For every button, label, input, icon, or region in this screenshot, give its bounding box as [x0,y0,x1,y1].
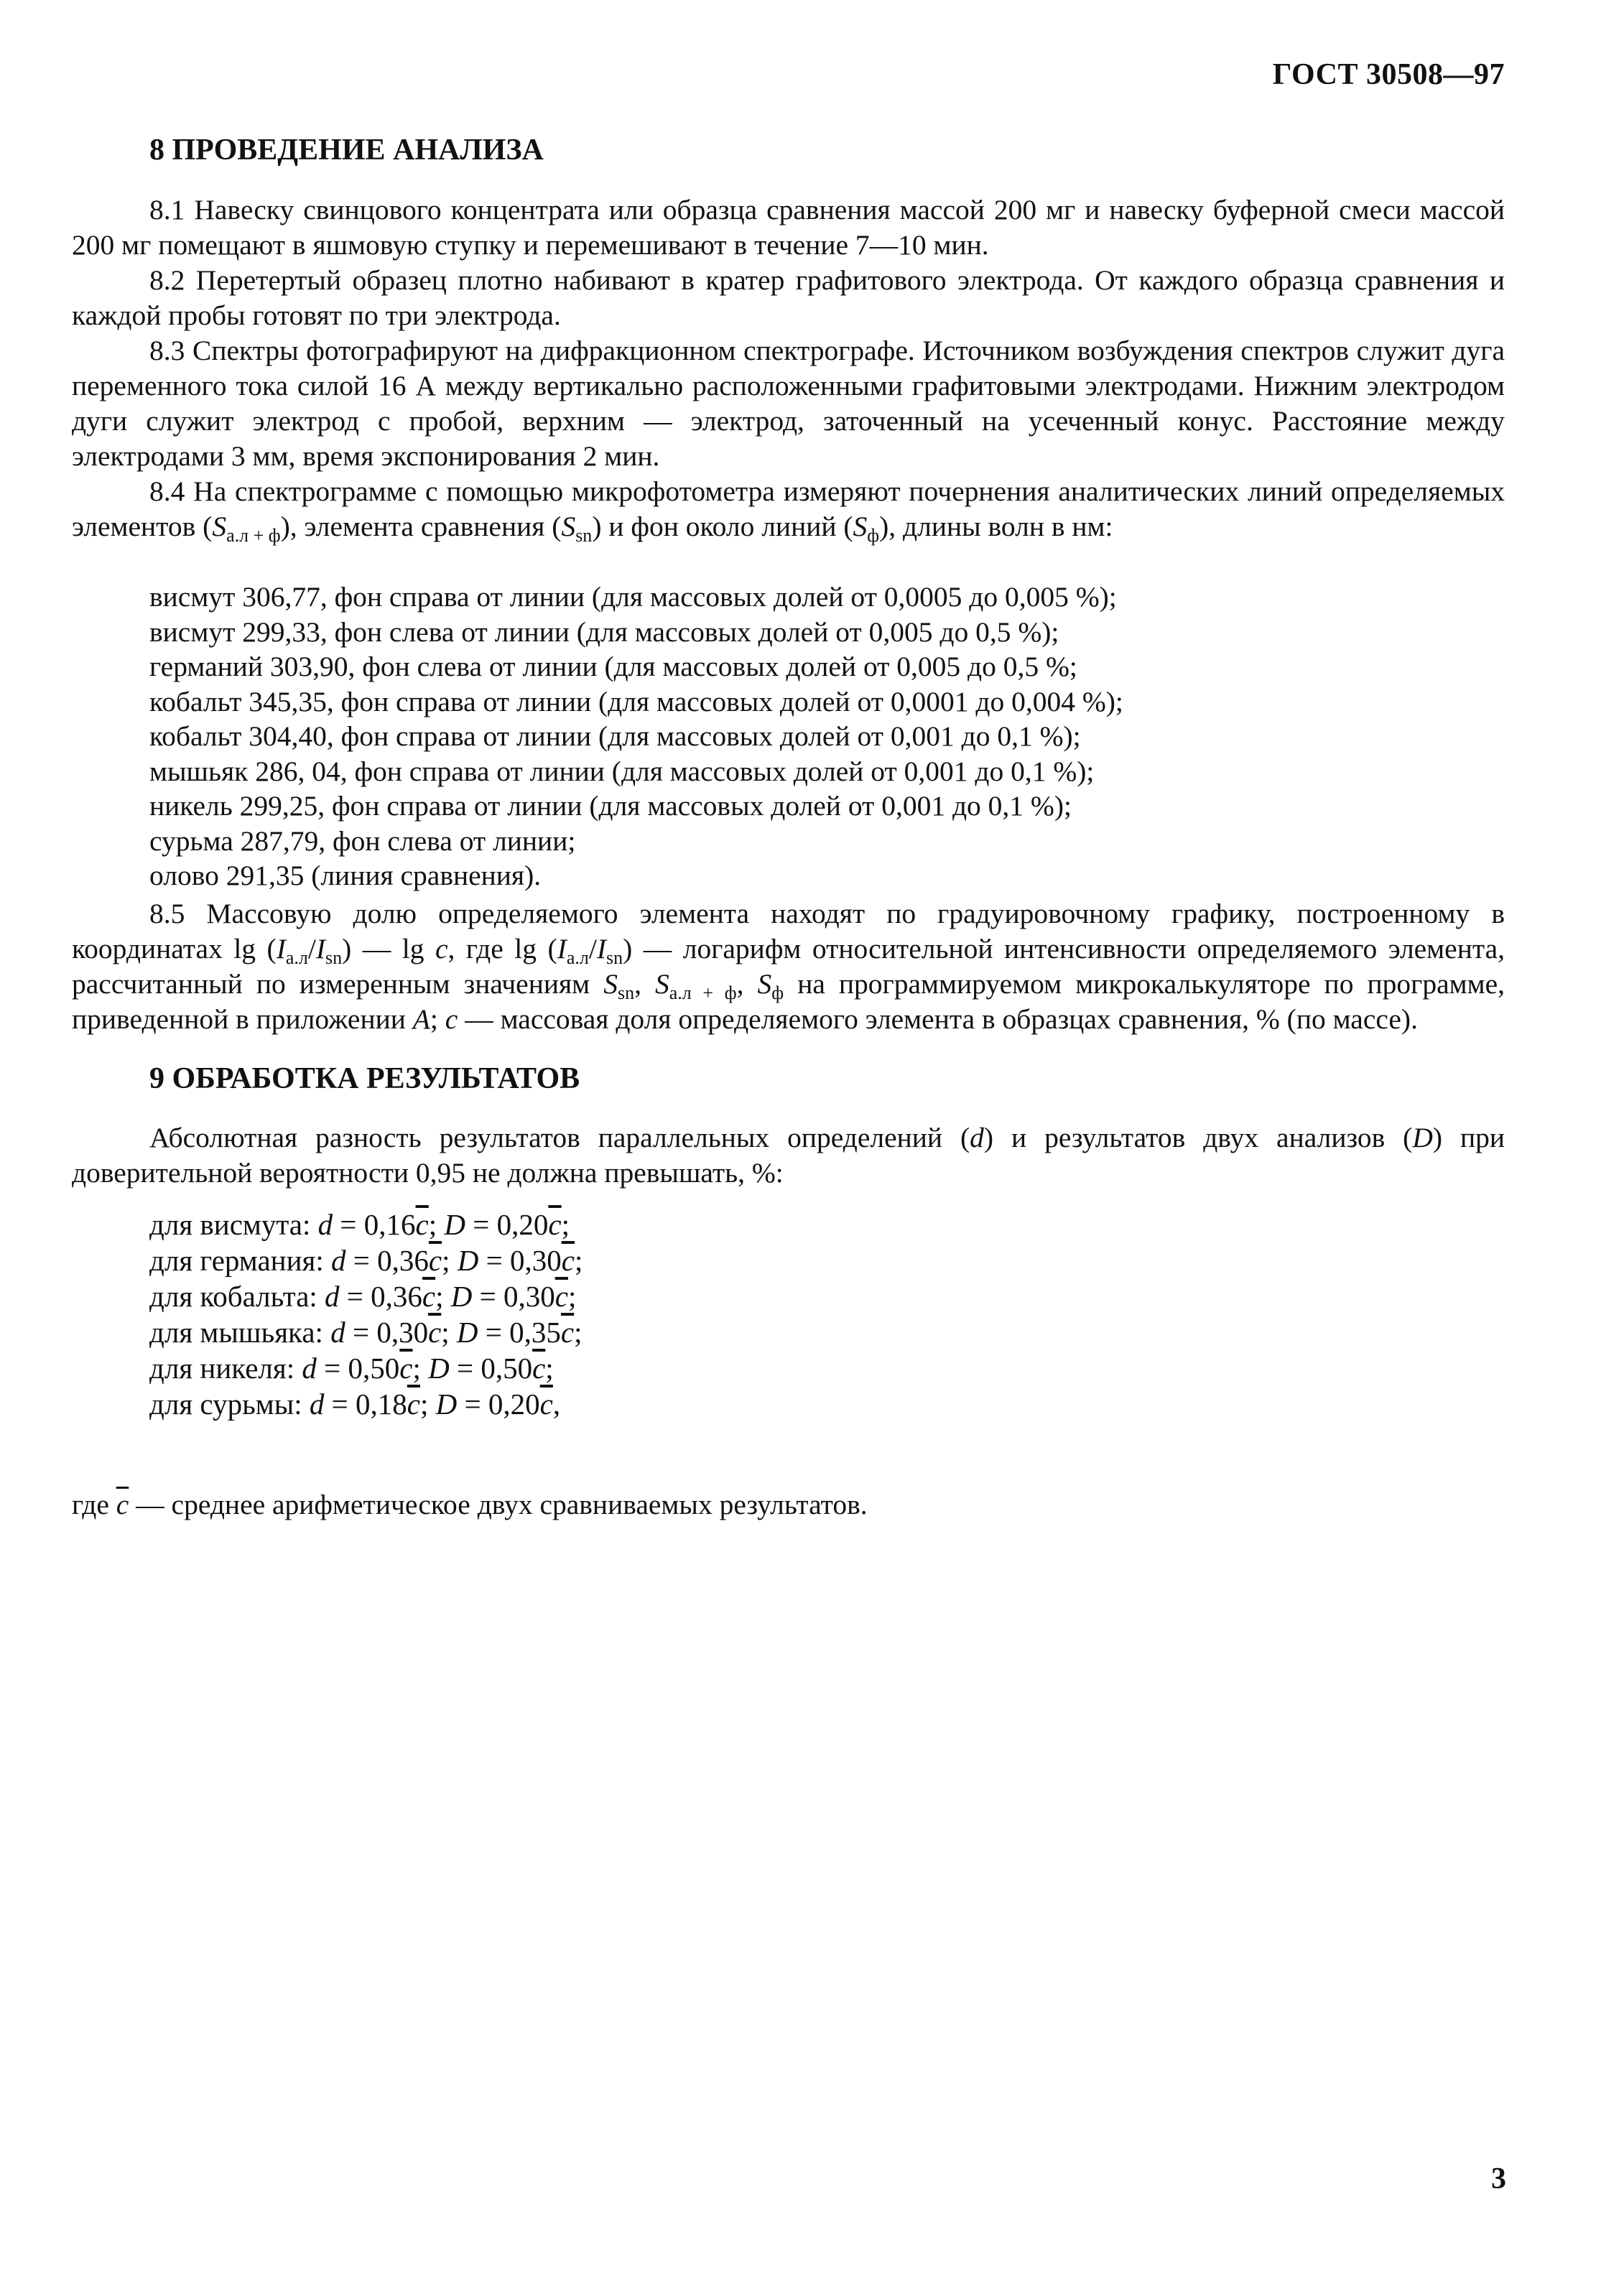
text: ) и фон около линий ( [592,511,853,542]
line-end: ; [574,1244,583,1277]
c-bar: $\overline{c}$ [116,1489,129,1520]
text: — массовая доля определяемого элемента в образцах сравнения, % (по массе). [458,1003,1418,1035]
equals: = [478,1244,510,1277]
symbol-d-upper: D [428,1352,450,1385]
symbol-c: c [445,1003,458,1035]
text: ) — логарифм относительной интенсивности определяемого элемента, рассчитанный по измеренным значениям [72,933,1505,1000]
symbol-s: S [212,511,227,542]
symbol-i: I [276,933,286,965]
paragraph-8-1: 8.1 Навеску свинцового концентрата или образца сравнения массой 200 мг и навеску буферной смеси массой 200 мг помещают в яшмовую ступку и перемешивают в течение 7—10 мин. [72,194,1505,261]
equals: = [345,1244,378,1277]
list-item: мышьяк 286, 04, фон справа от линии (для массовых долей от 0,001 до 0,1 %); [149,755,1095,787]
list-item [149,1350,583,1386]
c-bar: $\overline{c}$ [554,1280,568,1313]
line-end: ; [567,1280,577,1313]
page-number: 3 [1491,2162,1506,2195]
subscript: а.л [566,947,589,968]
separator: ; [428,1208,445,1241]
line-end: ; [561,1208,570,1241]
text: на программируемом микрокалькуляторе по программе, приведенной в приложении [72,968,1505,1035]
text: где [72,1489,116,1520]
list-item: никель 299,25, фон справа от линии (для массовых долей от 0,001 до 0,1 %); [149,790,1072,822]
text: / [307,933,316,965]
list-item: олово 291,35 (линия сравнения). [149,860,542,891]
symbol-d-upper: D [456,1316,478,1349]
symbol-d: d [330,1316,345,1349]
symbol-d-upper: D [435,1388,458,1421]
subscript: sn [575,525,593,546]
separator: ; [442,1244,458,1277]
symbol-s: S [603,968,618,1000]
standard-code-header: ГОСТ 30508—97 [1272,58,1505,91]
text: , [634,968,655,1000]
subscript: sn [617,982,635,1003]
c-bar: $\overline{c}$ [407,1388,420,1421]
d-value: 0,50 [348,1352,400,1385]
paragraph-8-4 [72,474,1505,544]
symbol-d: d [331,1244,346,1277]
text: ) при доверительной вероятности 0,95 не должна превышать, %: [72,1122,1505,1189]
symbol-d-upper: D [457,1244,479,1277]
list-item [149,1242,583,1278]
symbol-s: S [655,968,669,1000]
equals: = [333,1208,364,1241]
text: , где lg ( [447,933,557,965]
d-upper-value: 0,30 [510,1244,562,1277]
d-upper-value: 0,35 [509,1316,561,1349]
d-value: 0,18 [356,1388,407,1421]
symbol-c: c [435,933,448,965]
list-item [149,1278,583,1314]
text: ), элемента сравнения ( [280,511,562,542]
element-label: для сурьмы: [149,1388,310,1421]
subscript: а.л + ф [226,525,281,546]
equals: = [465,1208,497,1241]
section-9-title: 9 ОБРАБОТКА РЕЗУЛЬТАТОВ [149,1062,580,1095]
paragraph-8-3: 8.3 Спектры фотографируют на дифракционном спектрографе. Источником возбуждения спектров служит дуга переменного тока силой 16 А между вертикально расположенными графитовыми электродами. Нижним электродом дуги служит электрод с пробой, верхним — электрод, заточенный на усеченный конус. Расстояние между электродами 3 мм, время экспонирования 2 мин. [72,335,1505,472]
c-bar: $\overline{c}$ [560,1316,575,1349]
d-value: 0,36 [377,1244,429,1277]
d-upper-value: 0,50 [481,1352,533,1385]
symbol-a: А [412,1003,430,1035]
symbol-s: S [853,511,868,542]
line-end: , [552,1388,561,1421]
list-item: германий 303,90, фон слева от линии (для массовых долей от 0,005 до 0,5 %; [149,651,1077,682]
symbol-d: d [970,1122,984,1153]
symbol-d-upper: D [450,1280,473,1313]
c-bar: $\overline{c}$ [428,1244,442,1277]
equals: = [339,1280,371,1313]
subscript: ф [771,982,784,1003]
text: 8.5 Массовую долю определяемого элемента находят по градуировочному графику, построенному в координатах lg ( [72,898,1505,965]
section-8-title: 8 ПРОВЕДЕНИЕ АНАЛИЗА [149,134,544,167]
text: 8.4 На спектрограмме с помощью микрофотометра измеряют почернения аналитических линий определяемых элементов ( [72,475,1505,542]
element-label: для никеля: [149,1352,302,1385]
element-label: для мышьяка: [149,1316,331,1349]
c-bar: $\overline{c}$ [561,1244,575,1277]
d-upper-value: 0,20 [488,1388,540,1421]
paragraph-8-5 [72,896,1505,1037]
d-value: 0,36 [371,1280,422,1313]
list-item [149,1314,583,1350]
d-value: 0,30 [376,1316,429,1349]
c-bar: $\overline{c}$ [422,1280,436,1313]
symbol-i: I [596,933,606,965]
element-label: для кобальта: [149,1280,325,1313]
equals: = [449,1352,481,1385]
separator: ; [420,1388,436,1421]
c-bar: $\overline{c}$ [539,1388,553,1421]
symbol-i: I [557,933,567,965]
list-item: сурьма 287,79, фон слева от линии; [149,824,576,857]
list-item: висмут 306,77, фон справа от линии (для массовых долей от 0,0005 до 0,005 %); [149,581,1117,613]
symbol-i: I [315,933,326,965]
list-item [149,1207,583,1242]
equals: = [472,1280,504,1313]
symbol-d-upper: D [1412,1122,1433,1153]
symbol-d-upper: D [444,1208,465,1241]
wavelength-list [149,580,1123,893]
element-label: для висмута: [149,1208,318,1241]
equals: = [324,1388,356,1421]
c-bar: $\overline{c}$ [532,1352,546,1385]
c-bar: $\overline{c}$ [428,1316,442,1349]
subscript: а.л [285,947,308,968]
results-intro [72,1120,1505,1191]
separator: ; [412,1352,429,1385]
symbol-d: d [302,1352,317,1385]
separator: ; [435,1280,451,1313]
equals: = [457,1388,488,1421]
subscript: ф [867,525,880,546]
element-label: для германия: [149,1244,332,1277]
equals: = [345,1316,377,1349]
text: ; [430,1003,445,1035]
d-upper-value: 0,30 [503,1280,555,1313]
line-end: ; [545,1352,554,1385]
list-item: висмут 299,33, фон слева от линии (для массовых долей от 0,005 до 0,5 %); [149,615,1059,648]
symbol-d: d [325,1280,340,1313]
symbol-s: S [561,511,576,542]
list-item: кобальт 304,40, фон справа от линии (для массовых долей от 0,001 до 0,1 %); [149,720,1081,752]
symbol-s: S [757,968,772,1000]
subscript: а.л + ф [669,982,737,1003]
c-bar: $\overline{c}$ [399,1352,413,1385]
list-item: кобальт 345,35, фон справа от линии (для массовых долей от 0,0001 до 0,004 %); [149,685,1123,717]
tolerance-list [149,1207,583,1422]
list-item [149,1386,583,1422]
subscript: sn [325,947,343,968]
symbol-d: d [317,1208,333,1241]
subscript: sn [605,947,623,968]
text: / [588,933,597,965]
d-value: 0,16 [363,1208,416,1241]
text: — среднее арифметическое двух сравниваемых результатов. [129,1489,868,1520]
symbol-d: d [309,1388,325,1421]
equals: = [478,1316,510,1349]
text: ), длины волн в нм: [879,511,1113,542]
text: , [736,968,758,1000]
d-upper-value: 0,20 [496,1208,549,1241]
c-bar: $\overline{c}$ [548,1208,562,1241]
equals: = [316,1352,348,1385]
text: ) и результатов двух анализов ( [983,1122,1413,1153]
separator: ; [441,1316,457,1349]
footnote-definition [72,1487,868,1523]
text: Абсолютная разность результатов параллельных определений ( [149,1122,970,1153]
line-end: ; [574,1316,583,1349]
paragraph-8-2: 8.2 Перетертый образец плотно набивают в кратер графитового электрода. От каждого образца сравнения и каждой пробы готовят по три электрода. [72,264,1505,331]
c-bar: $\overline{c}$ [415,1208,429,1241]
text: ) — lg [342,933,435,965]
